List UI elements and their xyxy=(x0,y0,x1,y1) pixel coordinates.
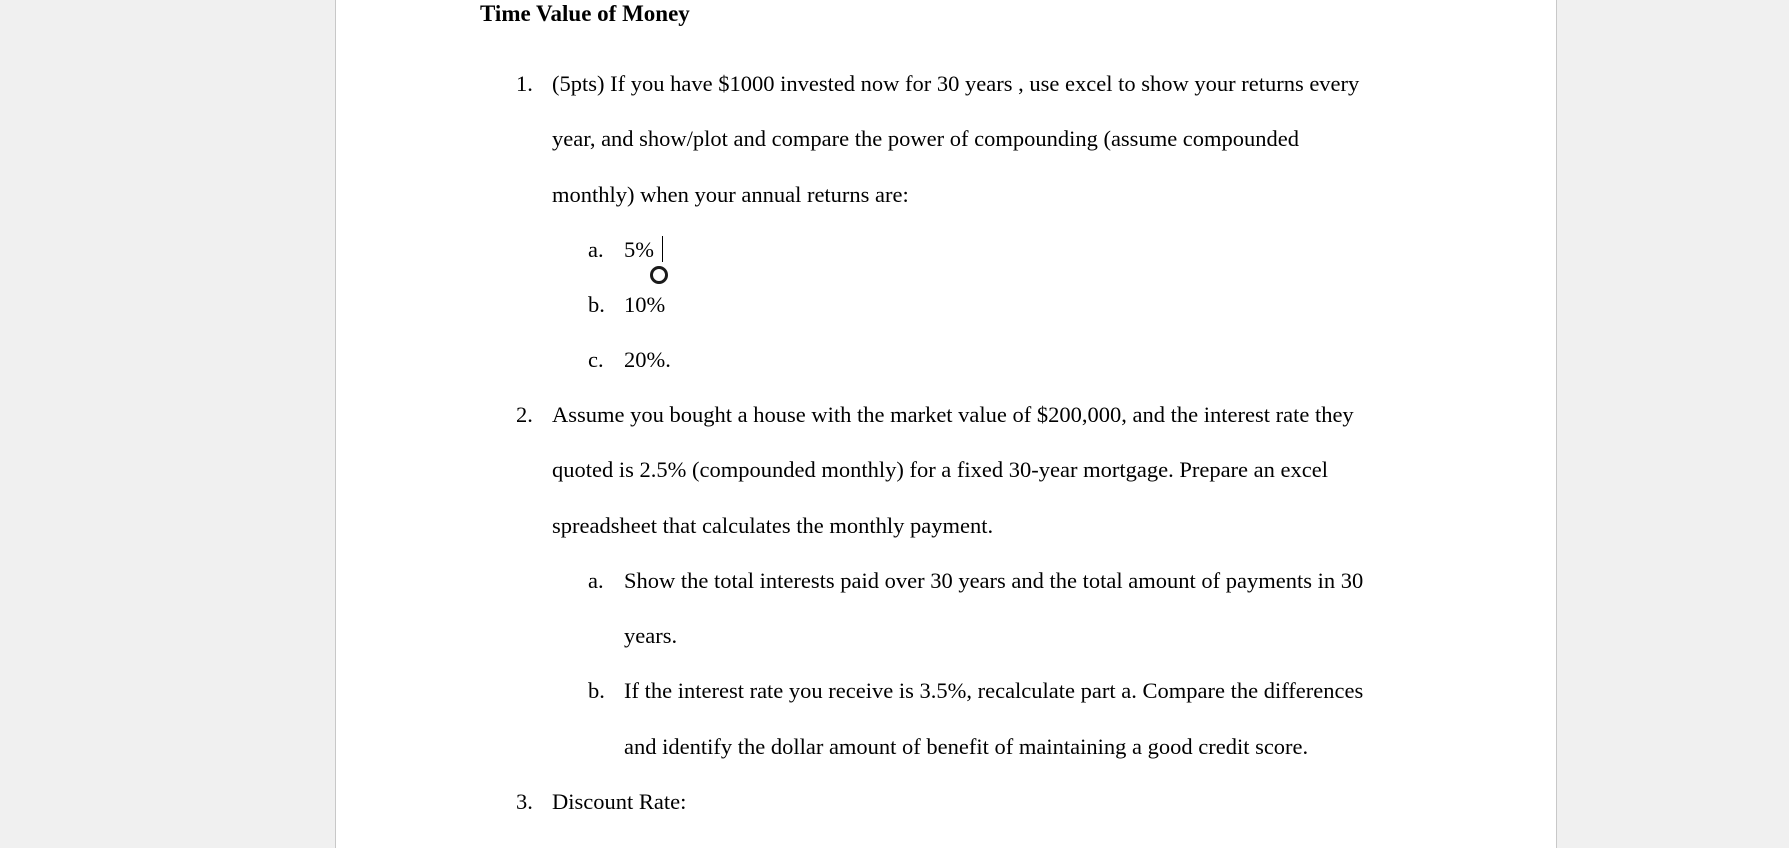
question-3-line-1: Discount Rate: xyxy=(552,789,687,814)
question-1-subitem-b-letter: b. xyxy=(588,292,605,317)
question-1-subitem-a-letter: a. xyxy=(588,237,604,262)
question-2-subitem-b-letter: b. xyxy=(588,678,605,703)
busy-cursor-icon xyxy=(650,266,668,284)
document-title: Time Value of Money xyxy=(480,1,690,26)
question-2-number: 2. xyxy=(516,402,533,427)
text-caret xyxy=(662,236,663,262)
question-3-number: 3. xyxy=(516,789,533,814)
question-1-subitem-c-letter: c. xyxy=(588,347,604,372)
question-2-subitem-b-line-1: If the interest rate you receive is 3.5%, recalculate part a. Compare the differences xyxy=(624,678,1364,703)
question-1-subitem-c-text: 20%. xyxy=(624,347,671,372)
question-1-subitem-b-text: 10% xyxy=(624,292,666,317)
question-2-subitem-a-line-1: Show the total interests paid over 30 years and the total amount of payments in 30 xyxy=(624,568,1364,593)
question-1-line-2: year, and show/plot and compare the power of compounding (assume compounded xyxy=(552,126,1300,151)
question-2-subitem-b-line-2: and identify the dollar amount of benefit of maintaining a good credit score. xyxy=(624,734,1309,759)
question-1-number: 1. xyxy=(516,71,533,96)
question-2-line-3: spreadsheet that calculates the monthly payment. xyxy=(552,513,994,538)
question-2-line-2: quoted is 2.5% (compounded monthly) for a fixed 30-year mortgage. Prepare an excel xyxy=(552,457,1328,482)
question-1-subitem-a-text: 5% xyxy=(624,237,654,262)
question-1-line-1: (5pts) If you have $1000 invested now for 30 years , use excel to show your returns every xyxy=(552,71,1360,96)
document-page[interactable] xyxy=(335,0,1557,848)
question-2-subitem-a-letter: a. xyxy=(588,568,604,593)
question-2-line-1: Assume you bought a house with the market value of $200,000, and the interest rate they xyxy=(552,402,1354,427)
question-1-line-3: monthly) when your annual returns are: xyxy=(552,182,909,207)
question-2-subitem-a-line-2: years. xyxy=(624,623,678,648)
